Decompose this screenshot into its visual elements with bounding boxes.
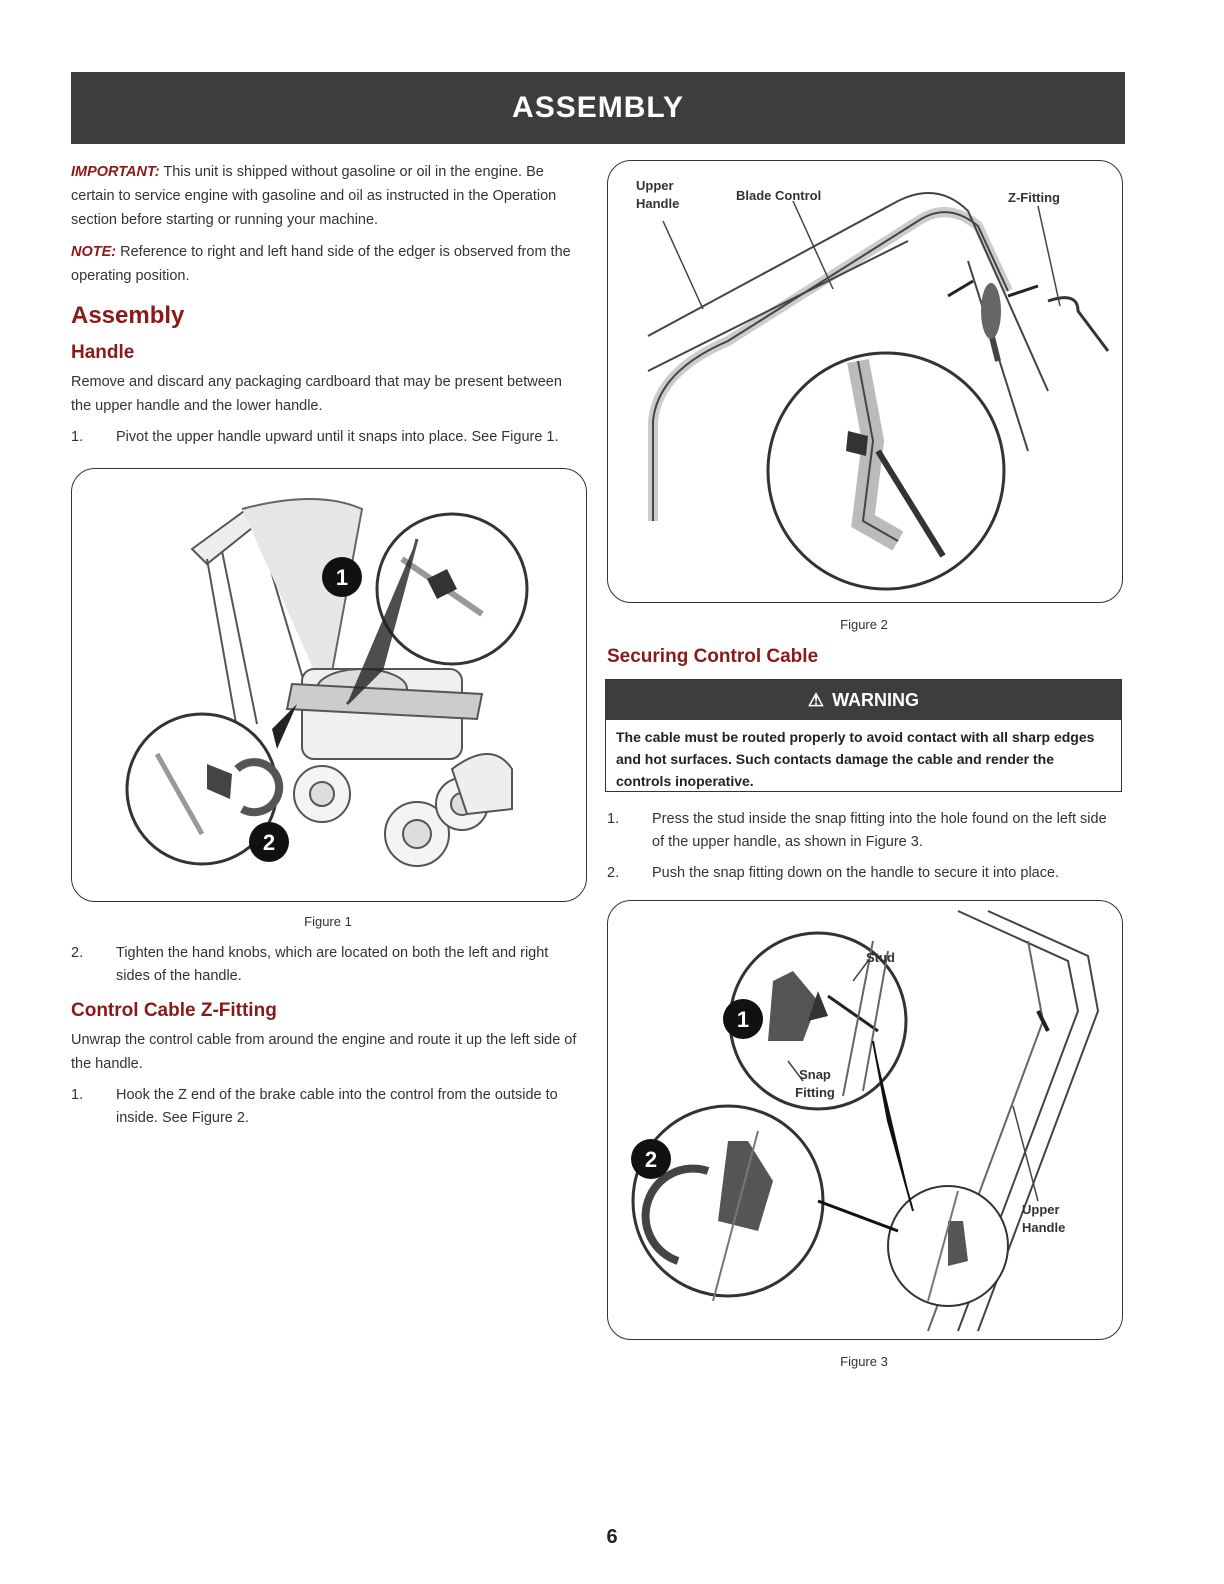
note-label: NOTE: [71,244,117,260]
label-z-fitting: Z-Fitting [1008,190,1060,205]
label-snap-fitting: Snap Fitting [795,1067,835,1100]
left-column-bottom [71,942,586,1130]
left-column-top [71,160,586,449]
assembly-heading: Assembly [71,302,185,329]
figure-1-callout-1: 1 [335,565,349,590]
warning-title: WARNING [832,689,920,710]
figure-2-caption: Figure 2 [840,617,888,632]
securing-step-1 [607,808,1122,854]
step-text: Hook the Z end of the brake cable into the control from the outside to inside. See Figure 2. [116,1087,558,1126]
step-text: Pivot the upper handle upward until it snaps into place. See Figure 1. [116,429,559,445]
figure-3-callout-1: 1 [736,1007,750,1032]
securing-heading-wrap [607,646,1122,668]
step-text: Push the snap fitting down on the handle to secure it into place. [652,865,1060,881]
step-number: 2. [607,865,620,881]
label-upper-handle-fig3: Upper Handle [1022,1202,1066,1235]
securing-heading: Securing Control Cable [607,646,819,667]
note-paragraph [71,240,586,288]
step-number: 1. [71,1087,84,1103]
banner-title: ASSEMBLY [512,91,684,124]
warning-header [606,680,1121,720]
step-number: 1. [607,811,620,827]
handle-heading: Handle [71,342,135,363]
step-text: Tighten the hand knobs, which are located on both the left and right sides of the handle. [116,945,549,984]
figure-1-illustration [72,469,586,901]
note-text: Reference to right and left hand side of the edger is observed from the operating position. [71,244,571,284]
step-number: 1. [71,429,84,445]
important-label: IMPORTANT: [71,164,160,180]
section-banner [71,72,1125,144]
figure-3-illustration [608,901,1122,1339]
warning-text: The cable must be routed properly to avoid contact with all sharp edges and hot surfaces. Such contacts damage the cable and render the controls inoperative. [616,729,1095,789]
securing-step-2 [607,862,1122,885]
important-text: This unit is shipped without gasoline or oil in the engine. Be certain to service engine with gasoline and oil as instructed in the Operation section before starting or running your machine. [71,164,557,228]
page-number: 6 [606,1526,618,1548]
step-text: Press the stud inside the snap fitting into the hole found on the left side of the upper handle, as shown in Figure 3. [652,811,1107,850]
warning-box [605,679,1122,792]
label-stud: Stud [866,950,895,965]
figure-3 [607,900,1123,1340]
figure-1-caption: Figure 1 [304,914,352,929]
figure-1 [71,468,587,902]
label-upper-handle: Upper Handle [636,178,680,211]
step-number: 2. [71,945,84,961]
zfitting-intro: Unwrap the control cable from around the engine and route it up the left side of the handle. [71,1032,577,1072]
securing-steps [607,808,1122,885]
handle-intro: Remove and discard any packaging cardboard that may be present between the upper handle and the lower handle. [71,374,562,414]
label-blade-control: Blade Control [736,188,822,203]
figure-3-caption: Figure 3 [840,1354,888,1369]
important-paragraph [71,160,586,232]
handle-step-2 [71,942,586,988]
handle-step-1 [71,426,586,449]
zfitting-step-1 [71,1084,586,1130]
figure-2-illustration [608,161,1122,602]
warning-triangle-icon: ⚠ [807,689,825,710]
zfitting-heading: Control Cable Z-Fitting [71,1000,277,1021]
figure-2 [607,160,1123,603]
figure-3-callout-2: 2 [644,1147,658,1172]
figure-1-callout-2: 2 [262,830,276,855]
